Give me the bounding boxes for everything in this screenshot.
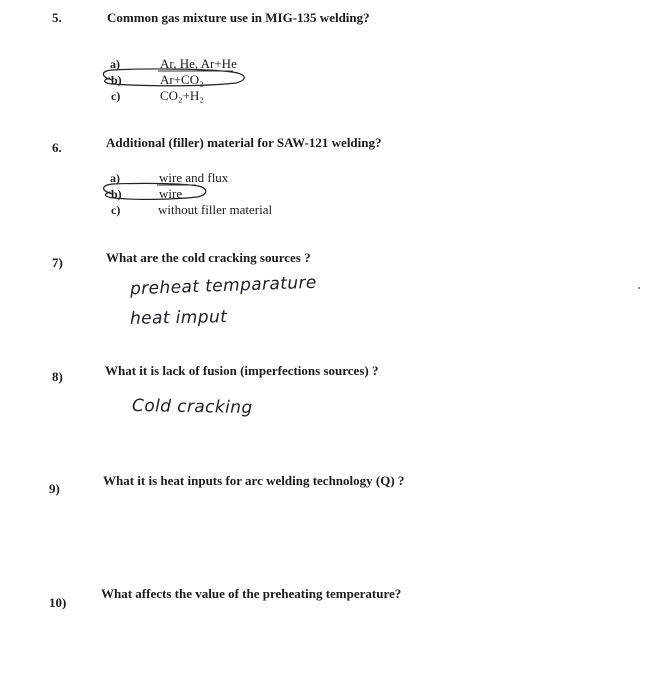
question-5-text: Common gas mixture use in MIG-135 welding? <box>107 10 370 25</box>
question-6-option-c-letter: c) <box>111 203 121 217</box>
stray-ink-dot <box>638 287 640 289</box>
question-7-text: What are the cold cracking sources ? <box>106 250 311 265</box>
question-8-number: 8) <box>52 369 63 384</box>
question-6-option-c-text: without filler material <box>158 202 273 217</box>
question-6-option-b-letter: b) <box>111 187 122 201</box>
question-5-option-a-text: Ar, He, Ar+He <box>160 56 237 71</box>
question-10-number: 10) <box>49 595 67 610</box>
question-5-option-b-text: Ar+CO₂ <box>160 72 204 87</box>
question-6-option-a-text: wire and flux <box>159 170 229 185</box>
question-6-number: 6. <box>52 140 62 155</box>
question-5-option-b-letter: b) <box>111 73 122 87</box>
question-8-text: What it is lack of fusion (imperfections sources) ? <box>105 363 379 378</box>
question-5-option-a-letter: a) <box>110 57 120 71</box>
question-7-handwritten-answer-2: heat imput <box>129 307 228 329</box>
question-6-text: Additional (filler) material for SAW-121 welding? <box>106 135 382 150</box>
question-5-option-c-letter: c) <box>111 89 121 103</box>
question-10-text: What affects the value of the preheating temperature? <box>101 586 402 601</box>
question-5-number: 5. <box>52 10 62 25</box>
question-9-number: 9) <box>49 481 60 496</box>
question-6-option-a-letter: a) <box>110 171 120 185</box>
question-6-option-b-text: wire <box>159 186 183 201</box>
question-9-text: What it is heat inputs for arc welding technology (Q) ? <box>103 473 405 488</box>
question-5-option-c-text: CO₂+H₂ <box>160 88 204 103</box>
question-8-handwritten-answer: Cold cracking <box>131 395 253 419</box>
question-7-number: 7) <box>52 255 63 270</box>
question-7-handwritten-answer-1: preheat temparature <box>129 272 318 300</box>
